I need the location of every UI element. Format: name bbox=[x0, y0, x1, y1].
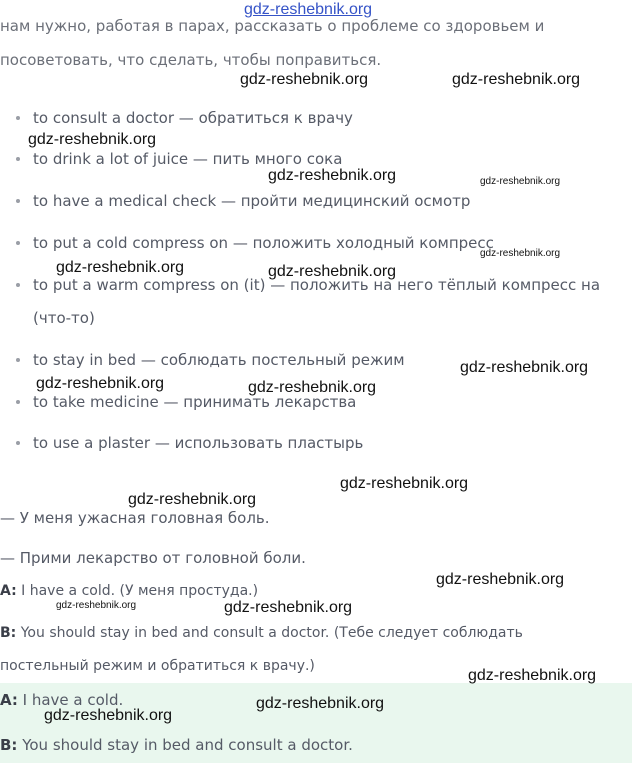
dialogue-line: — Прими лекарство от головной боли. bbox=[0, 549, 306, 567]
bullet-icon bbox=[16, 283, 20, 287]
watermark: gdz-reshebnik.org bbox=[480, 176, 561, 187]
bullet-icon bbox=[16, 358, 20, 362]
watermark: gdz-reshebnik.org bbox=[56, 259, 185, 276]
bullet-icon bbox=[16, 441, 20, 445]
dialogue-a bbox=[0, 581, 258, 601]
intro-line-1: нам нужно, работая в парах, рассказать о проблеме со здоровьем и bbox=[0, 17, 545, 35]
bullet-icon bbox=[16, 400, 20, 404]
watermark: gdz-reshebnik.org bbox=[480, 248, 561, 259]
watermark: gdz-reshebnik.org bbox=[248, 379, 377, 396]
watermark: gdz-reshebnik.org bbox=[268, 167, 397, 184]
dialogue-text: You should stay in bed and consult a doctor. (Тебе следует соблюдать bbox=[16, 625, 523, 641]
answer-text: I have a cold. bbox=[17, 691, 124, 709]
watermark: gdz-reshebnik.org bbox=[36, 375, 165, 392]
watermark[interactable]: gdz-reshebnik.org bbox=[244, 1, 373, 18]
dialogue-text: I have a cold. (У меня простуда.) bbox=[16, 583, 259, 599]
watermark: gdz-reshebnik.org bbox=[128, 491, 257, 508]
speaker-label: A: bbox=[0, 583, 17, 599]
bullet-icon bbox=[16, 157, 20, 161]
bullet-icon bbox=[16, 199, 20, 203]
watermark: gdz-reshebnik.org bbox=[224, 599, 353, 616]
dialogue-b bbox=[0, 623, 523, 643]
watermark: gdz-reshebnik.org bbox=[436, 571, 565, 588]
watermark: gdz-reshebnik.org bbox=[468, 667, 597, 684]
list-item-wrap: (что-то) bbox=[33, 309, 95, 327]
watermark: gdz-reshebnik.org bbox=[460, 359, 589, 376]
answer-text: You should stay in bed and consult a doctor. bbox=[17, 736, 353, 754]
dialogue-line: — У меня ужасная головная боль. bbox=[0, 509, 270, 527]
bullet-icon bbox=[16, 241, 20, 245]
watermark: gdz-reshebnik.org bbox=[268, 263, 397, 280]
speaker-label: B: bbox=[0, 625, 17, 641]
speaker-label: A: bbox=[0, 691, 18, 709]
watermark: gdz-reshebnik.org bbox=[256, 695, 385, 712]
dialogue-b-wrap: постельный режим и обратиться к врачу.) bbox=[0, 658, 315, 674]
answer-b bbox=[0, 735, 353, 755]
watermark: gdz-reshebnik.org bbox=[240, 71, 369, 88]
watermark: gdz-reshebnik.org bbox=[28, 131, 157, 148]
intro-line-2: посоветовать, что сделать, чтобы поправиться. bbox=[0, 51, 382, 69]
speaker-label: B: bbox=[0, 736, 18, 754]
watermark: gdz-reshebnik.org bbox=[44, 707, 173, 724]
bullet-icon bbox=[16, 116, 20, 120]
watermark: gdz-reshebnik.org bbox=[56, 600, 137, 611]
watermark: gdz-reshebnik.org bbox=[452, 71, 581, 88]
watermark: gdz-reshebnik.org bbox=[340, 475, 469, 492]
